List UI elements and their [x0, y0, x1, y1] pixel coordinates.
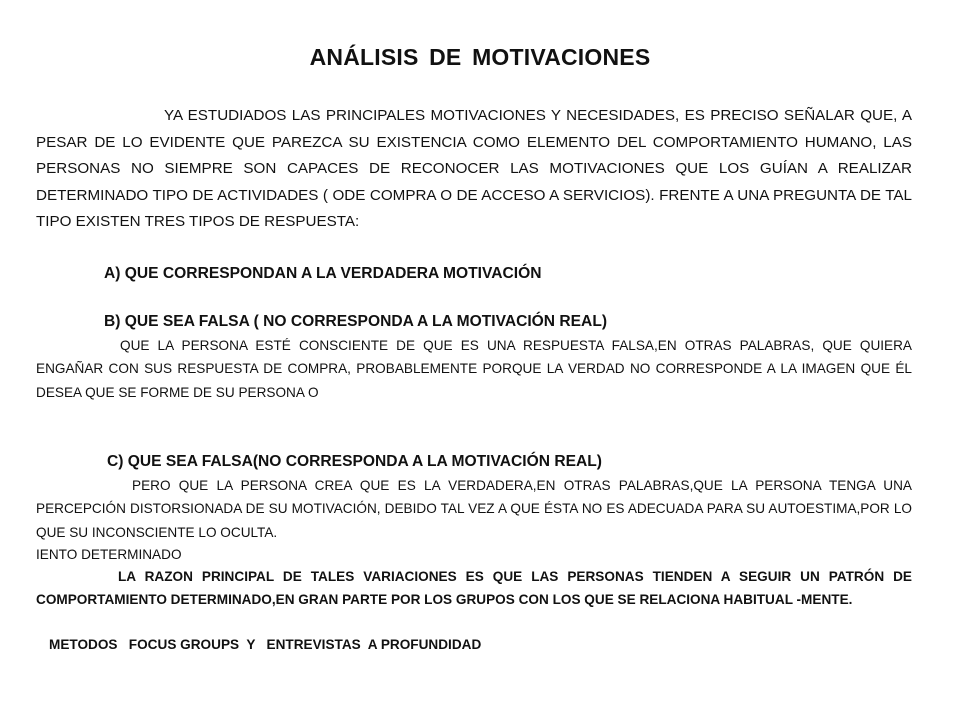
option-c-heading: C) QUE SEA FALSA(NO CORRESPONDA A LA MOTIVACIÓN REAL) [107, 453, 602, 470]
option-b-text: QUE LA PERSONA ESTÉ CONSCIENTE DE QUE ES UNA RESPUESTA FALSA,EN OTRAS PALABRAS, QUE QUIERA ENGAÑAR CON SUS RESPUESTA DE COMPRA, PROBABLEMENTE PORQUE LA VERDAD NO CORRESPONDE A LA IMAGEN QUE ÉL DESEA QUE SE FORME DE SU PERSONA O [36, 338, 912, 400]
slide-title: ANÁLISIS DE MOTIVACIONES [309, 44, 651, 70]
intro-paragraph: YA ESTUDIADOS LAS PRINCIPALES MOTIVACIONES Y NECESIDADES, ES PRECISO SEÑALAR QUE, A PESAR DE LO EVIDENTE QUE PAREZCA SU EXISTENCIA COMO ELEMENTO DEL COMPORTAMIENTO HUMANO, LAS PERSONAS NO SIEMPRE SON CAPACES DE RECONOCER LAS MOTIVACIONES QUE LOS GUÍAN A REALIZAR DETERMINADO TIPO DE ACTIVIDADES ( ODE COMPRA O DE ACCESO A SERVICIOS). FRENTE A UNA PREGUNTA DE TAL TIPO EXISTEN TRES TIPOS DE RESPUESTA: [36, 107, 912, 231]
text-fragment: IENTO DETERMINADO [36, 547, 182, 562]
reason-paragraph: LA RAZON PRINCIPAL DE TALES VARIACIONES ES QUE LAS PERSONAS TIENDEN A SEGUIR UN PATRÓN DE COMPORTAMIENTO DETERMINADO,EN GRAN PARTE POR LOS GRUPOS CON LOS QUE SE RELACIONA HABITUAL -MENTE. [36, 569, 912, 607]
option-a-heading: A) QUE CORRESPONDAN A LA VERDADERA MOTIVACIÓN [104, 265, 542, 282]
methods-line: METODOS FOCUS GROUPS Y ENTREVISTAS A PROFUNDIDAD [49, 637, 482, 652]
option-b-heading: B) QUE SEA FALSA ( NO CORRESPONDA A LA MOTIVACIÓN REAL) [104, 313, 608, 330]
option-c-text: PERO QUE LA PERSONA CREA QUE ES LA VERDADERA,EN OTRAS PALABRAS,QUE LA PERSONA TENGA UNA PERCEPCIÓN DISTORSIONADA DE SU MOTIVACIÓN, DEBIDO TAL VEZ A QUE ÉSTA NO ES ADECUADA PARA SU AUTOESTIMA,POR LO QUE SU INCONSCIENTE LO OCULTA. [36, 478, 912, 540]
